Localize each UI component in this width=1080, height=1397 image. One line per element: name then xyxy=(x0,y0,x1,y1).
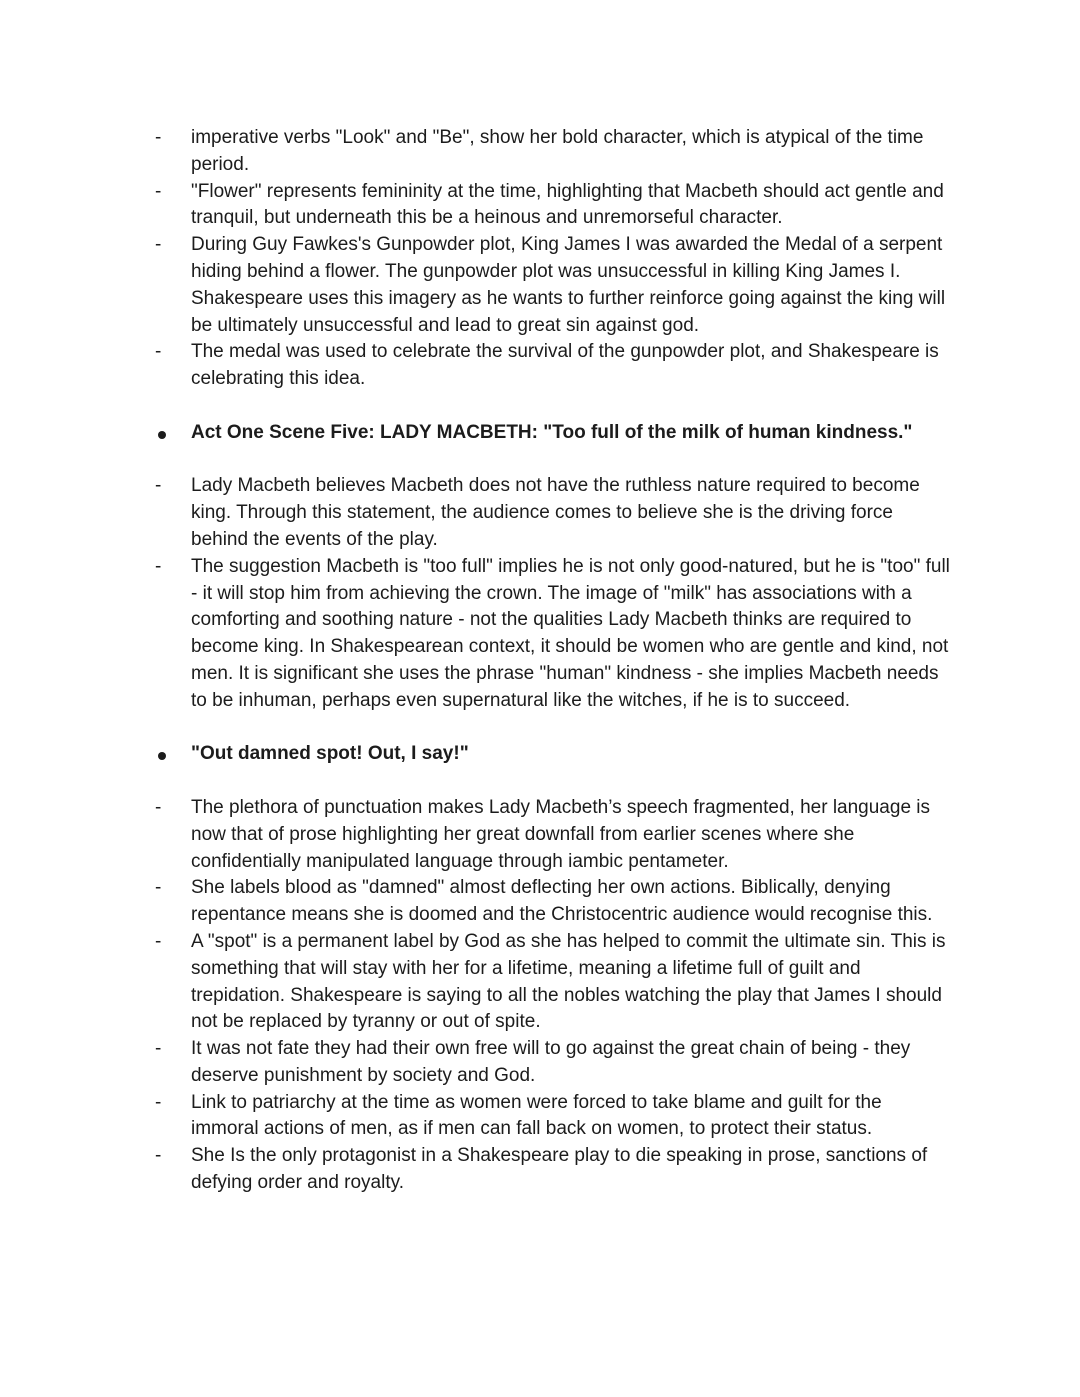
point-text: The plethora of punctuation makes Lady Macbeth’s speech fragmented, her language is now that of prose highlighting her great downfall from earlier scenes where she confidentially manipulated language through iambic pentameter. xyxy=(191,796,931,872)
list-item xyxy=(0,125,951,179)
point-text: It was not fate they had their own free will to go against the great chain of being - they deserve punishment by society and God. xyxy=(191,1038,911,1086)
point-text: Lady Macbeth believes Macbeth does not have the ruthless nature required to become king. Through this statement, the audience comes to believe she is the driving force behind the events of the play. xyxy=(191,475,920,550)
dash-marker: - xyxy=(155,234,162,256)
point-text: A "spot" is a permanent label by God as she has helped to commit the ultimate sin. This is something that will stay with her for a lifetime, meaning a lifetime full of guilt and trepidation. Shakespeare is saying to all the nobles watching the play that James I should not be replaced by tyranny or out of spite. xyxy=(191,930,946,1033)
list-item xyxy=(0,795,951,875)
dash-marker: - xyxy=(155,796,162,818)
list-item xyxy=(0,232,951,339)
heading-text: Act One Scene Five: LADY MACBETH: "Too full of the milk of human kindness." xyxy=(191,421,913,443)
document-page xyxy=(0,125,1080,1197)
point-text: During Guy Fawkes's Gunpowder plot, King James I was awarded the Medal of a serpent hiding behind a flower. The gunpowder plot was unsuccessful in killing King James I. Shakespeare uses this imagery as he wants to further reinforce going against the king will be ultimately unsuccessful and lead to great sin against god. xyxy=(191,234,946,336)
point-text: She Is the only protagonist in a Shakespeare play to die speaking in prose, sanctions of defying order and royalty. xyxy=(191,1145,928,1194)
list-item xyxy=(0,1036,951,1090)
heading-text: "Out damned spot! Out, I say!" xyxy=(191,743,469,765)
spacer xyxy=(0,715,1080,742)
spacer xyxy=(0,393,1080,420)
spacer xyxy=(0,768,1080,795)
spacer xyxy=(0,447,1080,474)
point-text: She labels blood as "damned" almost deflecting her own actions. Biblically, denying repentance means she is doomed and the Christocentric audience would recognise this. xyxy=(191,877,933,926)
section-heading xyxy=(0,420,951,447)
dash-marker: - xyxy=(155,127,162,148)
list-item xyxy=(0,179,951,233)
list-item xyxy=(0,473,951,553)
bullet-marker xyxy=(158,431,166,439)
dash-marker: - xyxy=(155,1145,162,1167)
list-item xyxy=(0,339,951,393)
list-item xyxy=(0,1143,951,1197)
dash-marker: - xyxy=(155,930,162,952)
list-item xyxy=(0,1090,951,1144)
point-text: "Flower" represents femininity at the time, highlighting that Macbeth should act gentle and tranquil, but underneath this be a heinous and unremorseful character. xyxy=(191,180,944,229)
list-item xyxy=(0,929,951,1036)
section-heading xyxy=(0,741,951,768)
point-text: The suggestion Macbeth is "too full" implies he is not only good-natured, but he is "too" full - it will stop him from achieving the crown. The image of "milk" has associations with a comforting and soothing nature - not the qualities Lady Macbeth thinks are required to become king. In Shakespearean context, it should be women who are gentle and kind, not men. It is significant she uses the phrase "human" kindness - she implies Macbeth needs to be inhuman, perhaps even supernatural like the witches, if he is to succeed. xyxy=(191,555,950,711)
point-text: Link to patriarchy at the time as women were forced to take blame and guilt for the immoral actions of men, as if men can fall back on women, to protect their status. xyxy=(191,1091,882,1140)
dash-marker: - xyxy=(155,180,162,202)
bullet-marker xyxy=(158,752,166,760)
list-item xyxy=(0,875,951,929)
dash-marker: - xyxy=(155,475,162,497)
dash-marker: - xyxy=(155,1091,162,1113)
dash-marker: - xyxy=(155,877,162,899)
dash-marker: - xyxy=(155,1038,162,1060)
point-text: imperative verbs "Look" and "Be", show her bold character, which is atypical of the time period. xyxy=(191,127,924,175)
dash-marker: - xyxy=(155,341,162,363)
point-text: The medal was used to celebrate the survival of the gunpowder plot, and Shakespeare is celebrating this idea. xyxy=(191,341,939,390)
dash-marker: - xyxy=(155,555,162,577)
list-item xyxy=(0,554,951,715)
